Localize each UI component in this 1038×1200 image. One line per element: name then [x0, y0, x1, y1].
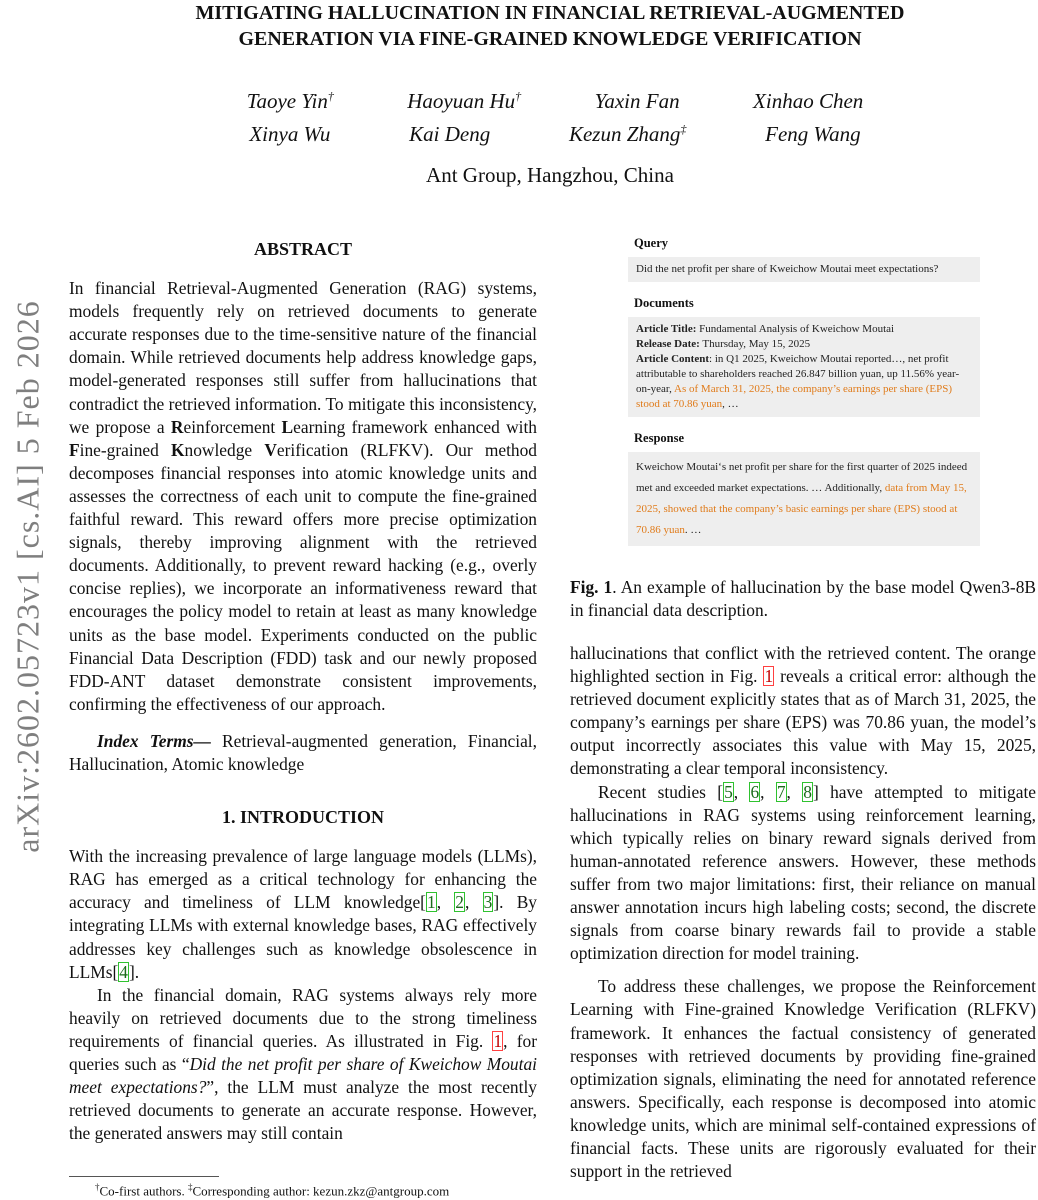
- response-box: Kweichow Moutai‘s net profit per share for the first quarter of 2025 indeed met and exceeded market expectations. … Additionally, data from May 15, 2025, showed that the company’s basic earnings per share (EPS) stood at 70.86 yuan. …: [628, 452, 980, 546]
- citation-link[interactable]: 1: [426, 892, 436, 913]
- author: Kezun Zhang‡: [568, 122, 687, 146]
- citation-link[interactable]: 4: [119, 961, 128, 982]
- right-paragraph-2: Recent studies [5, 6, 7, 8] have attempted to mitigate hallucinations in RAG systems using reinforcement learning, which typically relies on binary reward signals derived from human-annotated reference answers. However, these methods suffer from two major limitations: first, their reliance on manual answer annotation incurs high labeling costs; second, the discrete signals from coarse binary rewards fail to provide a stable optimization direction for model training.: [570, 781, 1036, 964]
- documents-label: Documents: [634, 296, 694, 310]
- documents-box: [628, 317, 980, 417]
- response-highlight: data from May 15, 2025, showed that the company’s basic earnings per share (EPS) stood at 70.86 yuan: [636, 482, 967, 536]
- figure-link[interactable]: 1: [493, 1030, 503, 1051]
- abstract-heading: ABSTRACT: [253, 239, 353, 259]
- author: Haoyuan Hu†: [407, 89, 522, 113]
- citation-link[interactable]: 7: [776, 781, 786, 802]
- intro-paragraph-1: With the increasing prevalence of large language models (LLMs), RAG has emerged as a critical technology for enhancing the accuracy and timeliness of LLM knowledge[1, 2, 3]. By integrating LLMs with external knowledge bases, RAG effectively addresses key challenges such as knowledge obsolescence in LLMs[4].: [69, 846, 538, 982]
- author: Xinya Wu: [249, 122, 331, 146]
- author: Feng Wang: [765, 122, 861, 146]
- title-line-1: MITIGATING HALLUCINATION IN FINANCIAL RETRIEVAL-AUGMENTED: [195, 2, 905, 24]
- figure-1: [628, 236, 980, 546]
- doc-highlight: As of March 31, 2025, the company’s earnings per share (EPS) stood at 70.86 yuan: [636, 383, 953, 410]
- query-label: Query: [634, 236, 669, 250]
- footnote-divider: [69, 1176, 219, 1177]
- doc-content: Article Content: in Q1 2025, Kweichow Moutai reported…, net profit attributable to shareholders reached 26.847 billion yuan, up 11.56% year-on-year, As of March 31, 2025, the company’s earnings per share (EPS) stood at 70.86 yuan, …: [636, 353, 960, 410]
- author: Kai Deng: [409, 122, 491, 146]
- citation-link[interactable]: 5: [724, 781, 733, 802]
- author: Taoye Yin†: [246, 89, 334, 113]
- arxiv-identifier: arXiv:2602.05723v1 [cs.AI] 5 Feb 2026: [9, 300, 46, 853]
- introduction-heading: 1. INTRODUCTION: [221, 807, 385, 828]
- author: Xinhao Chen: [753, 89, 864, 113]
- footnote: †Co-first authors. ‡Corresponding author: kezun.zkz@antgroup.com: [95, 1182, 450, 1199]
- author: Yaxin Fan: [594, 89, 680, 113]
- right-paragraph-3: To address these challenges, we propose the Reinforcement Learning with Fine-grained Knowledge Verification (RLFKV) framework. It enhances the factual consistency of generated responses with retrieved documents by providing fine-grained optimization signals, eliminating the need for annotated reference answers. Specifically, each response is decomposed into atomic knowledge units, which are minimal self-contained expressions of financial facts. These units are rigorously evaluated for their support in the retrieved: [570, 976, 1036, 1182]
- index-terms: Index Terms— Retrieval-augmented generation, Financial, Hallucination, Atomic knowledge: [69, 730, 537, 774]
- citation-link[interactable]: 3: [483, 892, 493, 913]
- citation-link[interactable]: 8: [803, 781, 812, 802]
- intro-paragraph-2: In the financial domain, RAG systems always rely more heavily on retrieved documents due to the strong timeliness requirements of financial queries. As illustrated in Fig. 1, for queries such as “Did the net profit per share of Kweichow Moutai meet expectations?”, the LLM must analyze the most recently retrieved documents to generate an accurate response. However, the generated answers may still contain: [69, 984, 537, 1144]
- paper-title: [100, 0, 1000, 52]
- figure-caption: Fig. 1. An example of hallucination by the base model Qwen3-8B in financial data description.: [570, 577, 1036, 620]
- doc-release-date: Release Date: Thursday, May 15, 2025: [636, 338, 811, 350]
- query-box: Did the net profit per share of Kweichow Moutai meet expectations?: [628, 257, 980, 282]
- right-column: [570, 642, 1036, 1183]
- abstract-text: In financial Retrieval-Augmented Generation (RAG) systems, models frequently rely on retrieved documents to generate accurate responses due to the time-sensitive nature of the financial domain. While retrieved documents help address knowledge gaps, model-generated responses still suffer from hallucinations that contradict the retrieved information. To mitigate this inconsistency, we propose a Reinforcement Learning framework enhanced with Fine-grained Knowledge Verification (RLFKV). Our method decomposes financial responses into atomic knowledge units and assesses the correctness of each unit to compute the fine-grained faithful reward. This reward offers more precise optimization signals, thereby improving alignment with the retrieved documents. Additionally, to prevent reward hacking (e.g., overly concise replies), we incorporate an informativeness reward that encourages the policy model to retain at least as many knowledge units as the base model. Experiments conducted on the public Financial Data Description (FDD) task and our newly proposed FDD-ANT dataset demonstrate consistent improvements, confirming the effectiveness of our approach.: [69, 278, 538, 714]
- right-paragraph-1: hallucinations that conflict with the retrieved content. The orange highlighted section in Fig. 1 reveals a critical error: although the retrieved document explicitly states that as of March 31, 2025, the company’s earnings per share (EPS) was 70.86 yuan, the model’s output incorrectly associates this value with May 15, 2025, demonstrating a clear temporal inconsistency.: [570, 643, 1036, 779]
- affiliation: Ant Group, Hangzhou, China: [426, 163, 674, 187]
- author-list: [210, 82, 900, 148]
- citation-link[interactable]: 2: [455, 892, 464, 913]
- author-row-2: [210, 115, 900, 148]
- doc-title: Article Title: Fundamental Analysis of Kweichow Moutai: [636, 323, 895, 335]
- response-label: Response: [634, 431, 685, 445]
- title-line-2: GENERATION VIA FINE-GRAINED KNOWLEDGE VERIFICATION: [238, 28, 862, 50]
- left-column: [69, 238, 537, 1145]
- citation-link[interactable]: 6: [750, 781, 760, 802]
- figure-link[interactable]: 1: [764, 666, 774, 687]
- author-row-1: [210, 82, 900, 115]
